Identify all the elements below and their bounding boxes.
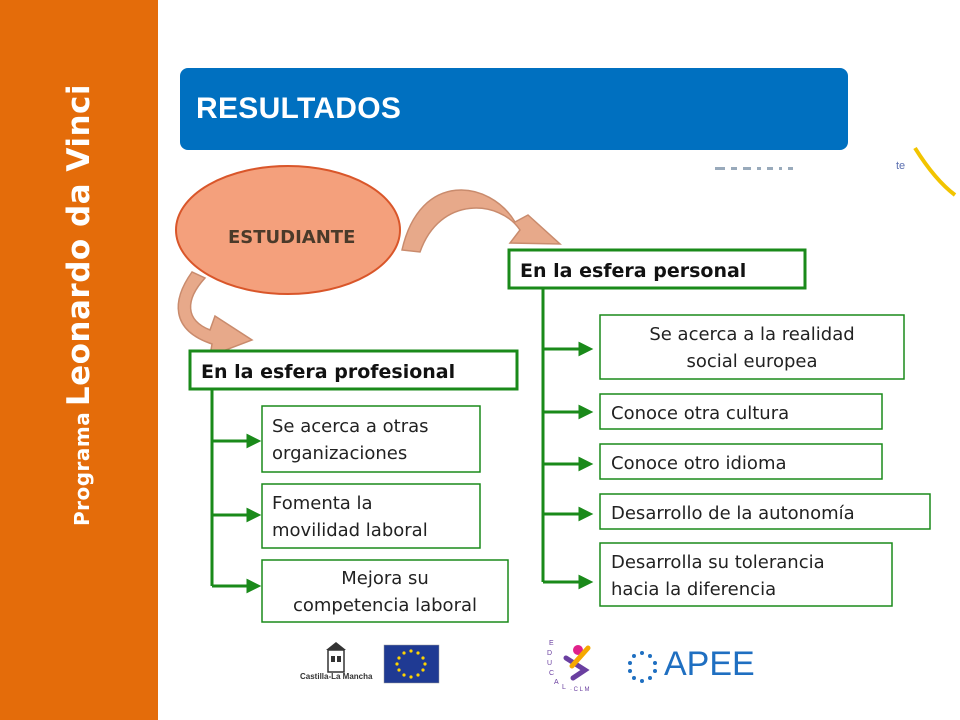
professional-item-1-line2: organizaciones xyxy=(272,443,408,464)
personal-item-5-line2: hacia la diferencia xyxy=(611,579,777,600)
personal-item-1-line2: social europea xyxy=(686,351,818,372)
clm-logo-label: Castilla-La Mancha xyxy=(300,672,373,681)
professional-connectors xyxy=(212,436,258,591)
svg-text:L: L xyxy=(562,684,566,691)
personal-item-3: Conoce otro idioma xyxy=(611,453,787,474)
corner-arc xyxy=(915,148,955,195)
program-big-label: Leonardo da Vinci xyxy=(61,83,97,407)
svg-text:C: C xyxy=(549,670,555,677)
personal-item-2: Conoce otra cultura xyxy=(611,403,790,424)
personal-item-5-line1: Desarrolla su tolerancia xyxy=(611,552,825,573)
clm-logo xyxy=(326,642,346,672)
program-small-label: Programa xyxy=(70,411,94,527)
eu-flag-logo xyxy=(384,645,439,683)
page-title: RESULTADOS xyxy=(196,92,402,125)
arrow-to-personal xyxy=(402,190,560,252)
professional-item-1-line1: Se acerca a otras xyxy=(272,416,429,437)
professional-header-label: En la esfera profesional xyxy=(201,361,456,383)
apee-logo-label: APEE xyxy=(664,645,755,683)
professional-item-3-line2: competencia laboral xyxy=(292,595,478,616)
personal-header-label: En la esfera personal xyxy=(520,260,747,282)
personal-item-4: Desarrollo de la autonomía xyxy=(611,503,855,524)
student-label: ESTUDIANTE xyxy=(228,227,356,248)
svg-text:A: A xyxy=(554,679,559,686)
svg-text:U: U xyxy=(547,660,553,667)
professional-item-2-line1: Fomenta la xyxy=(272,493,373,514)
personal-connectors xyxy=(543,344,590,587)
apee-logo-mark xyxy=(628,651,657,683)
personal-item-1-line1: Se acerca a la realidad xyxy=(649,324,855,345)
svg-text:E: E xyxy=(549,640,554,647)
educal-logo xyxy=(547,640,589,693)
professional-item-2-line2: movilidad laboral xyxy=(272,520,428,541)
svg-text:D: D xyxy=(547,650,553,657)
svg-text:· C L M: · C L M xyxy=(570,687,590,693)
corner-text-fragment: te xyxy=(896,160,906,172)
professional-item-3-line1: Mejora su xyxy=(341,568,429,589)
